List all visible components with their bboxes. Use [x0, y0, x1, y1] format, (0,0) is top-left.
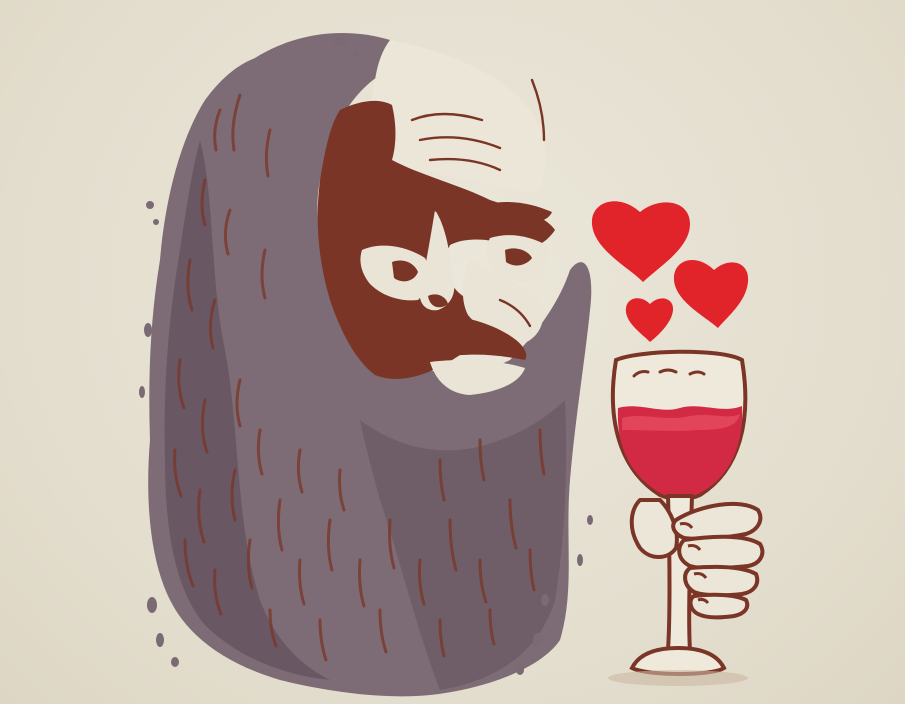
- heart-small: [626, 298, 673, 342]
- hearts: [592, 201, 748, 342]
- finger-2: [679, 537, 762, 569]
- heart-large: [592, 201, 690, 282]
- finger-3: [685, 567, 757, 595]
- hand: [632, 500, 763, 617]
- heart-right: [674, 260, 748, 328]
- glass-shadow: [608, 670, 748, 686]
